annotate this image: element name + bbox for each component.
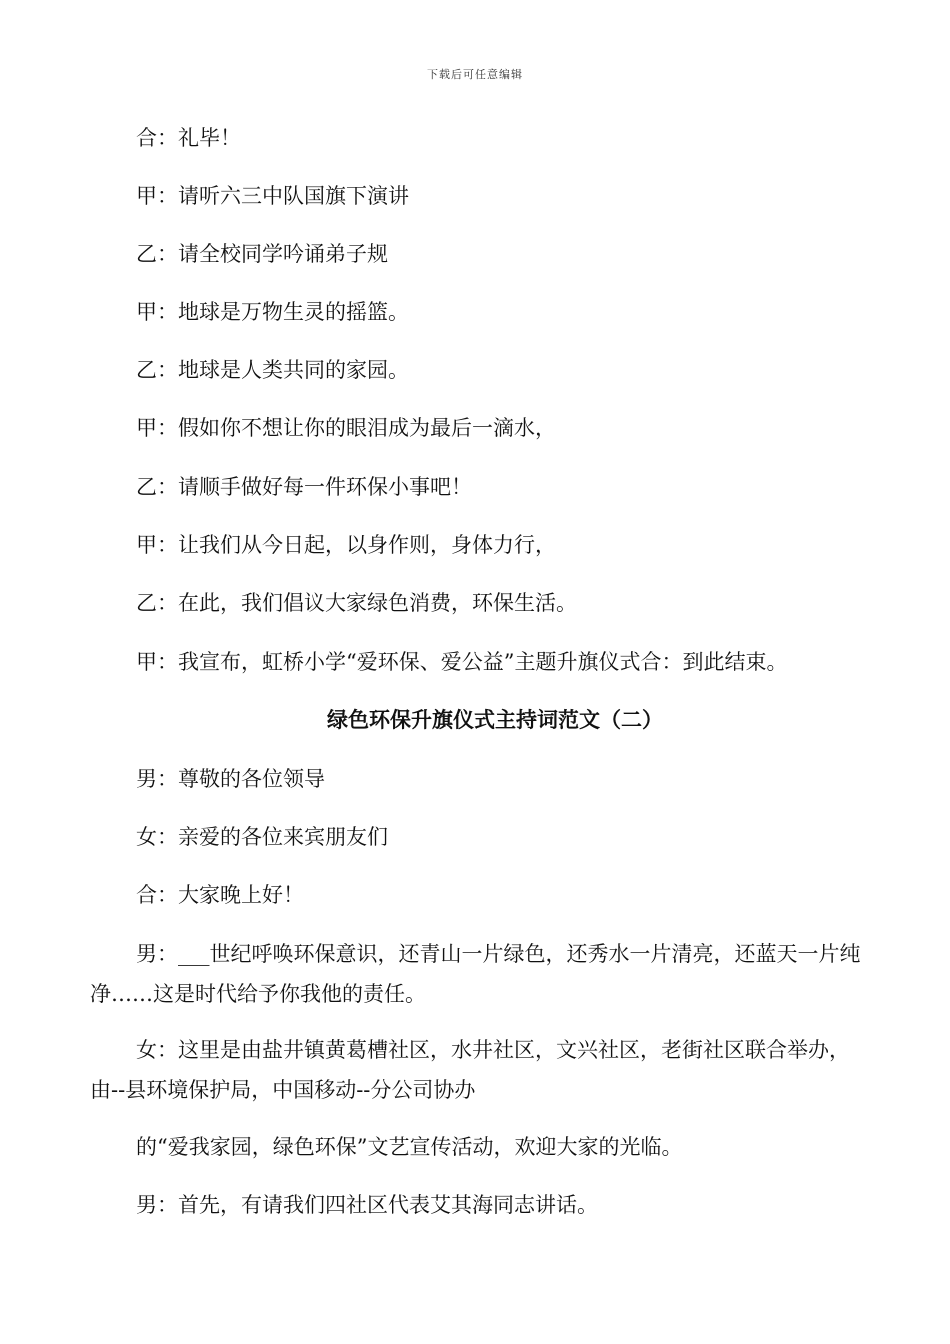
dialogue-line: 乙：请全校同学吟诵弟子规 xyxy=(136,242,388,266)
page-header: 下载后可任意编辑 xyxy=(427,68,523,81)
dialogue-line: 合：大家晚上好！ xyxy=(136,883,304,907)
dialogue-line: 甲：请听六三中队国旗下演讲 xyxy=(136,184,409,208)
dialogue-line: 的“爱我家园，绿色环保”文艺宣传活动，欢迎大家的光临。 xyxy=(136,1135,683,1159)
section-title: 绿色环保升旗仪式主持词范文（二） xyxy=(327,707,663,732)
dialogue-line: 甲：我宣布，虹桥小学“爱环保、爱公益”主题升旗仪式合：到此结束。 xyxy=(136,650,788,674)
dialogue-line: 男：尊敬的各位领导 xyxy=(136,767,325,791)
dialogue-line: 甲：让我们从今日起，以身作则，身体力行， xyxy=(136,533,556,557)
dialogue-line: 甲：地球是万物生灵的摇篮。 xyxy=(136,300,409,324)
paragraph: 男：___世纪呼唤环保意识，还青山一片绿色，还秀水一片清亮，还蓝天一片纯净……这是时代给予你我他的责任。 xyxy=(90,942,861,1006)
dialogue-line: 乙：请顺手做好每一件环保小事吧！ xyxy=(136,475,472,499)
paragraph: 女：这里是由盐井镇黄葛槽社区，水井社区，文兴社区，老街社区联合举办，由--县环境保护局，中国移动--分公司协办 xyxy=(90,1038,850,1102)
dialogue-line: 乙：地球是人类共同的家园。 xyxy=(136,358,409,382)
dialogue-line: 乙：在此，我们倡议大家绿色消费，环保生活。 xyxy=(136,591,577,615)
dialogue-line: 男：首先，有请我们四社区代表艾其海同志讲话。 xyxy=(136,1193,598,1217)
dialogue-line: 女：亲爱的各位来宾朋友们 xyxy=(136,825,388,849)
dialogue-line: 合：礼毕！ xyxy=(136,126,241,150)
dialogue-line: 甲：假如你不想让你的眼泪成为最后一滴水， xyxy=(136,416,556,440)
